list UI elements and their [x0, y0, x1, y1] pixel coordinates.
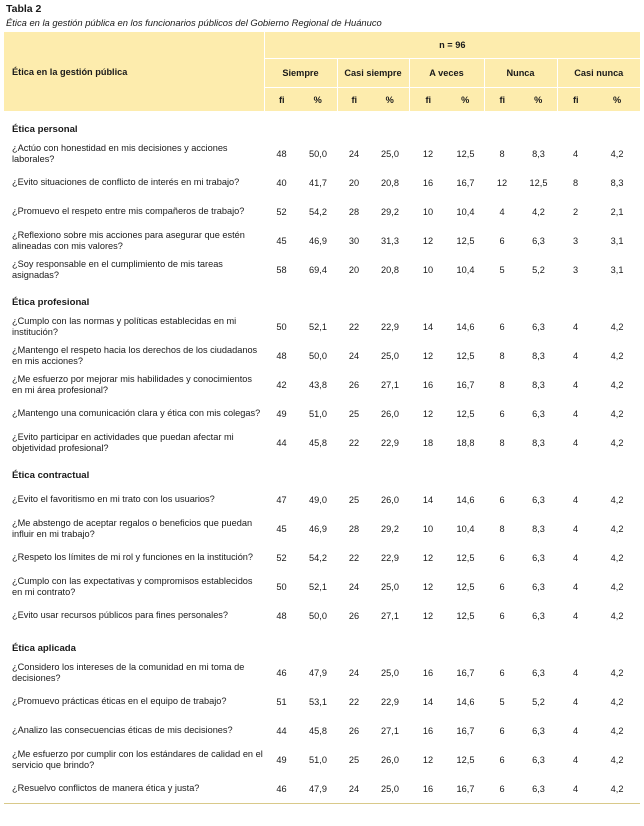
fi-header: fi	[484, 88, 520, 112]
frequency-cell: 51	[276, 696, 287, 707]
fi-header: fi	[337, 88, 371, 112]
question-cell: ¿Evito el favoritismo en mi trato con los usuarios?	[12, 494, 215, 504]
frequency-cell: 6	[499, 235, 505, 246]
frequency-cell: 4	[572, 754, 579, 765]
group-header: Siempre	[264, 59, 337, 88]
frequency-cell: 4	[499, 206, 505, 217]
question-cell: ¿Evito situaciones de conflicto de interés en mi trabajo?	[12, 177, 240, 187]
section-title: Ética personal	[12, 124, 78, 135]
percent-cell: 5,2	[532, 696, 545, 707]
frequency-cell: 52	[276, 552, 287, 563]
percent-cell: 12,5	[456, 148, 475, 159]
percent-cell: 4,2	[610, 379, 624, 390]
frequency-cell: 3	[572, 264, 579, 275]
percent-cell: 6,3	[532, 783, 545, 794]
frequency-cell: 12	[422, 350, 434, 361]
table-row	[4, 399, 640, 428]
percent-cell: 22,9	[381, 321, 399, 332]
percent-cell: 50,0	[309, 350, 327, 361]
frequency-cell: 45	[276, 523, 287, 534]
frequency-cell: 8	[499, 148, 505, 159]
table-row	[4, 745, 640, 774]
frequency-cell: 24	[348, 783, 360, 794]
frequency-cell: 24	[348, 667, 360, 678]
table-row	[4, 168, 640, 197]
fi-header: fi	[557, 88, 594, 112]
percent-cell: 4,2	[610, 494, 624, 505]
percent-cell: 45,8	[309, 437, 327, 448]
question-cell: ¿Mantengo el respeto hacia los derechos de los ciudadanos en mis acciones?	[12, 344, 258, 366]
percent-cell: 50,0	[309, 148, 327, 159]
percent-cell: 69,4	[309, 264, 327, 275]
table-row	[4, 370, 640, 399]
percent-cell: 25,0	[381, 581, 399, 592]
question-cell: ¿Reflexiono sobre mis acciones para asegurar que estén alineadas con mis valores?	[12, 229, 245, 251]
frequency-cell: 26	[348, 725, 360, 736]
frequency-cell: 28	[348, 206, 360, 217]
frequency-cell: 42	[276, 379, 287, 390]
percent-cell: 54,2	[309, 206, 327, 217]
frequency-cell: 4	[572, 552, 579, 563]
percent-cell: 50,0	[309, 610, 327, 621]
frequency-cell: 6	[499, 408, 505, 419]
percent-cell: 29,2	[381, 206, 399, 217]
frequency-cell: 14	[422, 696, 434, 707]
frequency-cell: 20	[348, 177, 360, 188]
frequency-cell: 49	[276, 754, 287, 765]
percent-cell: 22,9	[381, 696, 399, 707]
frequency-cell: 44	[276, 437, 287, 448]
percent-cell: 26,0	[381, 494, 399, 505]
percent-cell: 4,2	[610, 754, 624, 765]
table-header	[4, 32, 640, 111]
section-row	[4, 630, 640, 658]
percent-header: %	[299, 88, 337, 112]
frequency-cell: 16	[422, 725, 434, 736]
percent-cell: 31,3	[381, 235, 399, 246]
percent-cell: 20,8	[381, 264, 399, 275]
frequency-cell: 22	[348, 552, 360, 563]
percent-cell: 4,2	[610, 581, 624, 592]
percent-cell: 12,5	[456, 235, 475, 246]
percent-cell: 4,2	[610, 321, 624, 332]
frequency-cell: 5	[499, 696, 505, 707]
percent-cell: 54,2	[309, 552, 327, 563]
percent-cell: 16,7	[456, 667, 475, 678]
percent-cell: 8,3	[532, 350, 545, 361]
percent-cell: 46,9	[309, 235, 327, 246]
percent-cell: 12,5	[529, 177, 548, 188]
percent-cell: 8,3	[532, 379, 545, 390]
frequency-cell: 58	[276, 264, 287, 275]
table-row	[4, 716, 640, 745]
percent-cell: 27,1	[381, 725, 399, 736]
table-row	[4, 255, 640, 284]
group-header: Nunca	[484, 59, 557, 88]
frequency-cell: 4	[572, 783, 579, 794]
percent-cell: 4,2	[610, 696, 624, 707]
section-title: Ética profesional	[12, 297, 90, 308]
percent-cell: 49,0	[309, 494, 327, 505]
percent-cell: 6,3	[532, 581, 545, 592]
percent-cell: 6,3	[532, 494, 545, 505]
frequency-cell: 6	[499, 725, 505, 736]
percent-cell: 6,3	[532, 667, 545, 678]
frequency-cell: 12	[496, 177, 508, 188]
percent-cell: 22,9	[381, 552, 399, 563]
percent-cell: 4,2	[610, 437, 624, 448]
percent-cell: 41,7	[309, 177, 327, 188]
percent-cell: 4,2	[610, 610, 624, 621]
frequency-cell: 48	[276, 148, 287, 159]
frequency-cell: 26	[348, 379, 360, 390]
frequency-cell: 6	[499, 581, 505, 592]
frequency-cell: 46	[276, 667, 287, 678]
table-row	[4, 341, 640, 370]
percent-cell: 16,7	[456, 177, 475, 188]
frequency-cell: 12	[422, 754, 434, 765]
percent-cell: 47,9	[309, 783, 327, 794]
frequency-cell: 4	[572, 437, 579, 448]
frequency-cell: 12	[422, 552, 434, 563]
frequency-cell: 4	[572, 379, 579, 390]
frequency-cell: 25	[348, 754, 360, 765]
percent-header: %	[447, 88, 484, 112]
frequency-cell: 40	[276, 177, 287, 188]
percent-cell: 4,2	[610, 350, 624, 361]
table-row	[4, 774, 640, 803]
frequency-cell: 46	[276, 783, 287, 794]
frequency-cell: 12	[422, 148, 434, 159]
percent-cell: 20,8	[381, 177, 399, 188]
percent-cell: 25,0	[381, 783, 399, 794]
frequency-cell: 24	[348, 581, 360, 592]
group-header: Casi nunca	[557, 59, 640, 88]
percent-cell: 6,3	[532, 552, 545, 563]
section-title: Ética contractual	[12, 470, 90, 481]
frequency-cell: 6	[499, 610, 505, 621]
percent-cell: 10,4	[456, 264, 475, 275]
frequency-cell: 48	[276, 350, 287, 361]
fi-header: fi	[409, 88, 447, 112]
frequency-cell: 6	[499, 667, 505, 678]
frequency-cell: 45	[276, 235, 287, 246]
percent-cell: 10,4	[456, 523, 475, 534]
question-cell: ¿Promuevo el respeto entre mis compañeros de trabajo?	[12, 206, 245, 216]
question-cell: ¿Cumplo con las normas y políticas establecidas en mi institución?	[12, 315, 237, 337]
frequency-cell: 50	[276, 321, 287, 332]
frequency-cell: 22	[348, 437, 360, 448]
sample-size-header: n = 96	[264, 32, 640, 59]
question-cell: ¿Me esfuerzo por cumplir con los estándares de calidad en el servicio que brindo?	[12, 748, 263, 770]
frequency-cell: 49	[276, 408, 287, 419]
frequency-cell: 8	[499, 379, 505, 390]
percent-cell: 3,1	[610, 264, 624, 275]
percent-cell: 6,3	[532, 235, 545, 246]
percent-cell: 6,3	[532, 408, 545, 419]
ethics-table	[4, 32, 640, 804]
frequency-cell: 10	[422, 264, 434, 275]
percent-cell: 12,5	[456, 610, 475, 621]
percent-cell: 8,3	[610, 177, 624, 188]
table-row	[4, 197, 640, 226]
frequency-cell: 20	[348, 264, 360, 275]
percent-cell: 4,2	[610, 408, 624, 419]
frequency-cell: 4	[572, 667, 579, 678]
table-row	[4, 543, 640, 572]
percent-cell: 51,0	[309, 408, 327, 419]
section-row	[4, 111, 640, 139]
question-cell: ¿Evito usar recursos públicos para fines personales?	[12, 610, 229, 620]
percent-cell: 4,2	[610, 667, 624, 678]
percent-cell: 47,9	[309, 667, 327, 678]
table-row	[4, 687, 640, 716]
question-cell: ¿Mantengo una comunicación clara y ética con mis colegas?	[12, 408, 261, 418]
percent-cell: 12,5	[456, 408, 475, 419]
question-cell: ¿Respeto los límites de mi rol y funciones en la institución?	[12, 552, 254, 562]
percent-cell: 6,3	[532, 725, 545, 736]
percent-cell: 29,2	[381, 523, 399, 534]
table-row	[4, 428, 640, 457]
percent-cell: 6,3	[532, 610, 545, 621]
percent-cell: 8,3	[532, 437, 545, 448]
question-cell: ¿Promuevo prácticas éticas en el equipo de trabajo?	[12, 696, 227, 706]
table-caption	[6, 2, 382, 29]
frequency-cell: 25	[348, 408, 360, 419]
percent-cell: 18,8	[456, 437, 475, 448]
fi-header: fi	[264, 88, 299, 112]
frequency-cell: 28	[348, 523, 360, 534]
frequency-cell: 47	[276, 494, 287, 505]
frequency-cell: 25	[348, 494, 360, 505]
table-row	[4, 601, 640, 630]
percent-header: %	[520, 88, 557, 112]
frequency-cell: 8	[572, 177, 579, 188]
question-cell: ¿Actúo con honestidad en mis decisiones y acciones laborales?	[12, 142, 228, 164]
percent-cell: 53,1	[309, 696, 327, 707]
frequency-cell: 30	[348, 235, 360, 246]
question-cell: ¿Evito participar en actividades que puedan afectar mi objetividad profesional?	[12, 431, 234, 453]
table-row	[4, 572, 640, 601]
frequency-cell: 6	[499, 783, 505, 794]
table-label: Tabla 2	[6, 3, 42, 15]
frequency-cell: 12	[422, 581, 434, 592]
frequency-cell: 12	[422, 408, 434, 419]
percent-cell: 26,0	[381, 754, 399, 765]
frequency-cell: 8	[499, 523, 505, 534]
frequency-cell: 4	[572, 148, 579, 159]
frequency-cell: 16	[422, 667, 434, 678]
frequency-cell: 26	[348, 610, 360, 621]
percent-cell: 14,6	[456, 696, 475, 707]
frequency-cell: 6	[499, 552, 505, 563]
frequency-cell: 4	[572, 610, 579, 621]
percent-header: %	[594, 88, 640, 112]
frequency-cell: 52	[276, 206, 287, 217]
percent-cell: 3,1	[610, 235, 624, 246]
frequency-cell: 6	[499, 494, 505, 505]
frequency-cell: 12	[422, 610, 434, 621]
table-row	[4, 658, 640, 687]
percent-cell: 8,3	[532, 523, 545, 534]
percent-cell: 2,1	[610, 206, 624, 217]
table-row	[4, 312, 640, 341]
frequency-cell: 24	[348, 350, 360, 361]
question-cell: ¿Analizo las consecuencias éticas de mis decisiones?	[12, 725, 233, 735]
frequency-cell: 16	[422, 783, 434, 794]
percent-cell: 4,2	[610, 725, 624, 736]
frequency-cell: 5	[499, 264, 505, 275]
frequency-cell: 8	[499, 350, 505, 361]
frequency-cell: 24	[348, 148, 360, 159]
group-header: Casi siempre	[337, 59, 409, 88]
group-header: A veces	[409, 59, 484, 88]
percent-cell: 51,0	[309, 754, 327, 765]
percent-cell: 4,2	[610, 783, 624, 794]
table-row	[4, 514, 640, 543]
frequency-cell: 48	[276, 610, 287, 621]
percent-cell: 14,6	[456, 494, 475, 505]
table-row	[4, 139, 640, 168]
question-cell: ¿Soy responsable en el cumplimiento de mis tareas asignadas?	[12, 258, 223, 280]
question-cell: ¿Cumplo con las expectativas y compromisos establecidos en mi contrato?	[12, 575, 253, 597]
percent-cell: 43,8	[309, 379, 327, 390]
question-cell: ¿Considero los intereses de la comunidad en mi toma de decisiones?	[12, 661, 245, 683]
percent-cell: 52,1	[309, 581, 327, 592]
frequency-cell: 4	[572, 696, 579, 707]
percent-cell: 16,7	[456, 783, 475, 794]
frequency-cell: 14	[422, 321, 434, 332]
frequency-cell: 44	[276, 725, 287, 736]
question-cell: ¿Me esfuerzo por mejorar mis habilidades y conocimientos en mi área profesional?	[12, 373, 252, 395]
frequency-cell: 12	[422, 235, 434, 246]
frequency-cell: 8	[499, 437, 505, 448]
frequency-cell: 2	[572, 206, 579, 217]
percent-cell: 6,3	[532, 754, 545, 765]
frequency-cell: 4	[572, 523, 579, 534]
percent-cell: 14,6	[456, 321, 475, 332]
percent-cell: 22,9	[381, 437, 399, 448]
table-bottom-rule	[4, 803, 640, 804]
percent-cell: 27,1	[381, 379, 399, 390]
percent-cell: 10,4	[456, 206, 475, 217]
frequency-cell: 22	[348, 321, 360, 332]
percent-header: %	[371, 88, 409, 112]
section-row	[4, 457, 640, 485]
frequency-cell: 4	[572, 321, 579, 332]
frequency-cell: 3	[572, 235, 579, 246]
question-cell: ¿Resuelvo conflictos de manera ética y justa?	[12, 783, 200, 793]
percent-cell: 8,3	[532, 148, 545, 159]
table-title: Ética en la gestión pública en los funcionarios públicos del Gobierno Regional de Huánuco	[6, 17, 382, 28]
percent-cell: 4,2	[532, 206, 545, 217]
percent-cell: 27,1	[381, 610, 399, 621]
frequency-cell: 6	[499, 754, 505, 765]
percent-cell: 12,5	[456, 350, 475, 361]
percent-cell: 4,2	[610, 523, 624, 534]
percent-cell: 16,7	[456, 725, 475, 736]
percent-cell: 25,0	[381, 350, 399, 361]
row-label-header: Ética en la gestión pública	[4, 32, 264, 111]
frequency-cell: 50	[276, 581, 287, 592]
frequency-cell: 14	[422, 494, 434, 505]
percent-cell: 52,1	[309, 321, 327, 332]
table-row	[4, 226, 640, 255]
frequency-cell: 4	[572, 350, 579, 361]
frequency-cell: 18	[422, 437, 434, 448]
frequency-cell: 4	[572, 725, 579, 736]
frequency-cell: 10	[422, 523, 434, 534]
table-body	[4, 111, 640, 804]
frequency-cell: 16	[422, 177, 434, 188]
question-cell: ¿Me abstengo de aceptar regalos o beneficios que puedan influir en mi trabajo?	[12, 517, 253, 539]
percent-cell: 45,8	[309, 725, 327, 736]
section-title: Ética aplicada	[12, 643, 76, 654]
percent-cell: 16,7	[456, 379, 475, 390]
percent-cell: 4,2	[610, 148, 624, 159]
percent-cell: 26,0	[381, 408, 399, 419]
percent-cell: 25,0	[381, 667, 399, 678]
frequency-cell: 6	[499, 321, 505, 332]
frequency-cell: 16	[422, 379, 434, 390]
percent-cell: 25,0	[381, 148, 399, 159]
percent-cell: 12,5	[456, 552, 475, 563]
percent-cell: 12,5	[456, 754, 475, 765]
percent-cell: 4,2	[610, 552, 624, 563]
frequency-cell: 4	[572, 494, 579, 505]
frequency-cell: 10	[422, 206, 434, 217]
percent-cell: 5,2	[532, 264, 545, 275]
table-row	[4, 485, 640, 514]
frequency-cell: 4	[572, 581, 579, 592]
percent-cell: 12,5	[456, 581, 475, 592]
frequency-cell: 4	[572, 408, 579, 419]
percent-cell: 46,9	[309, 523, 327, 534]
frequency-cell: 22	[348, 696, 360, 707]
percent-cell: 6,3	[532, 321, 545, 332]
section-row	[4, 284, 640, 312]
